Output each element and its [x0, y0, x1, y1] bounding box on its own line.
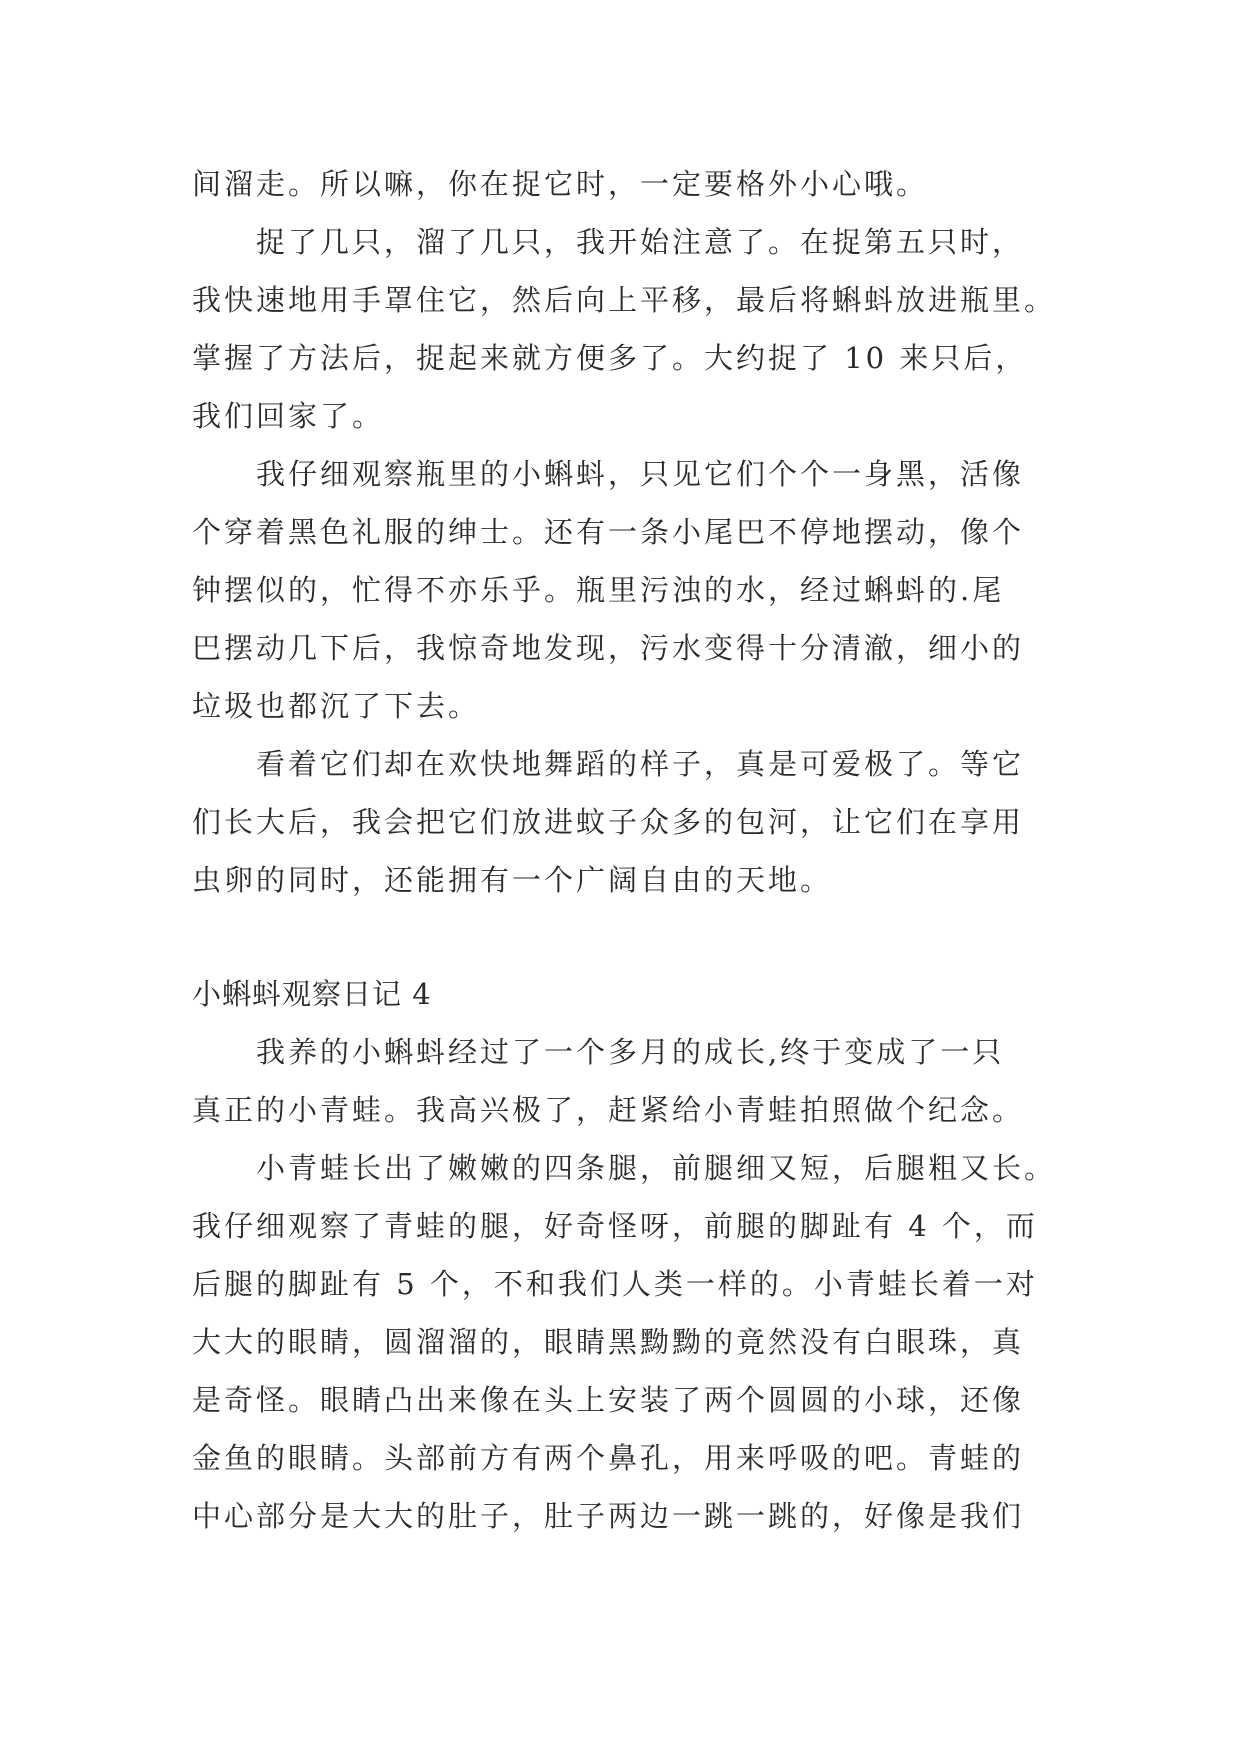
text-line: 是奇怪。眼睛凸出来像在头上安装了两个圆圆的小球，还像 [192, 1383, 1025, 1417]
text-line: 间溜走。所以嘛，你在捉它时，一定要格外小心哦。 [192, 167, 929, 201]
paragraph-start-line: 捉了几只，溜了几只，我开始注意了。在捉第五只时， [192, 225, 1025, 259]
paragraph-start-line: 我养的小蝌蚪经过了一个多月的成长,终于变成了一只 [192, 1035, 1005, 1069]
text-line: 们长大后，我会把它们放进蚊子众多的包河，让它们在享用 [192, 805, 1025, 839]
text-line: 真正的小青蛙。我高兴极了，赶紧给小青蛙拍照做个纪念。 [192, 1093, 1025, 1127]
text-line: 中心部分是大大的肚子，肚子两边一跳一跳的，好像是我们 [192, 1499, 1025, 1533]
text-line: 垃圾也都沉了下去。 [192, 689, 481, 723]
text-line: 金鱼的眼睛。头部前方有两个鼻孔，用来呼吸的吧。青蛙的 [192, 1441, 1025, 1475]
text-line: 钟摆似的，忙得不亦乐乎。瓶里污浊的水，经过蝌蚪的.尾 [192, 573, 1005, 607]
section-title: 小蝌蚪观察日记 4 [192, 977, 432, 1011]
text-line: 大大的眼睛，圆溜溜的，眼睛黑黝黝的竟然没有白眼珠，真 [192, 1325, 1025, 1359]
text-line: 后腿的脚趾有 5 个，不和我们人类一样的。小青蛙长着一对 [192, 1267, 1038, 1301]
text-line: 个穿着黑色礼服的绅士。还有一条小尾巴不停地摆动，像个 [192, 515, 1025, 549]
text-line: 虫卵的同时，还能拥有一个广阔自由的天地。 [192, 863, 833, 897]
paragraph-start-line: 小青蛙长出了嫩嫩的四条腿，前腿细又短，后腿粗又长。 [192, 1151, 1057, 1185]
paragraph-start-line: 看着它们却在欢快地舞蹈的样子，真是可爱极了。等它 [192, 747, 1025, 781]
text-line: 我们回家了。 [192, 399, 385, 433]
paragraph-start-line: 我仔细观察瓶里的小蝌蚪，只见它们个个一身黑，活像 [192, 457, 1025, 491]
text-line: 我快速地用手罩住它，然后向上平移，最后将蝌蚪放进瓶里。 [192, 283, 1057, 317]
text-line: 掌握了方法后，捉起来就方便多了。大约捉了 10 来只后， [192, 341, 1028, 375]
text-line: 我仔细观察了青蛙的腿，好奇怪呀，前腿的脚趾有 4 个，而 [192, 1209, 1038, 1243]
text-line: 巴摆动几下后，我惊奇地发现，污水变得十分清澈，细小的 [192, 631, 1025, 665]
